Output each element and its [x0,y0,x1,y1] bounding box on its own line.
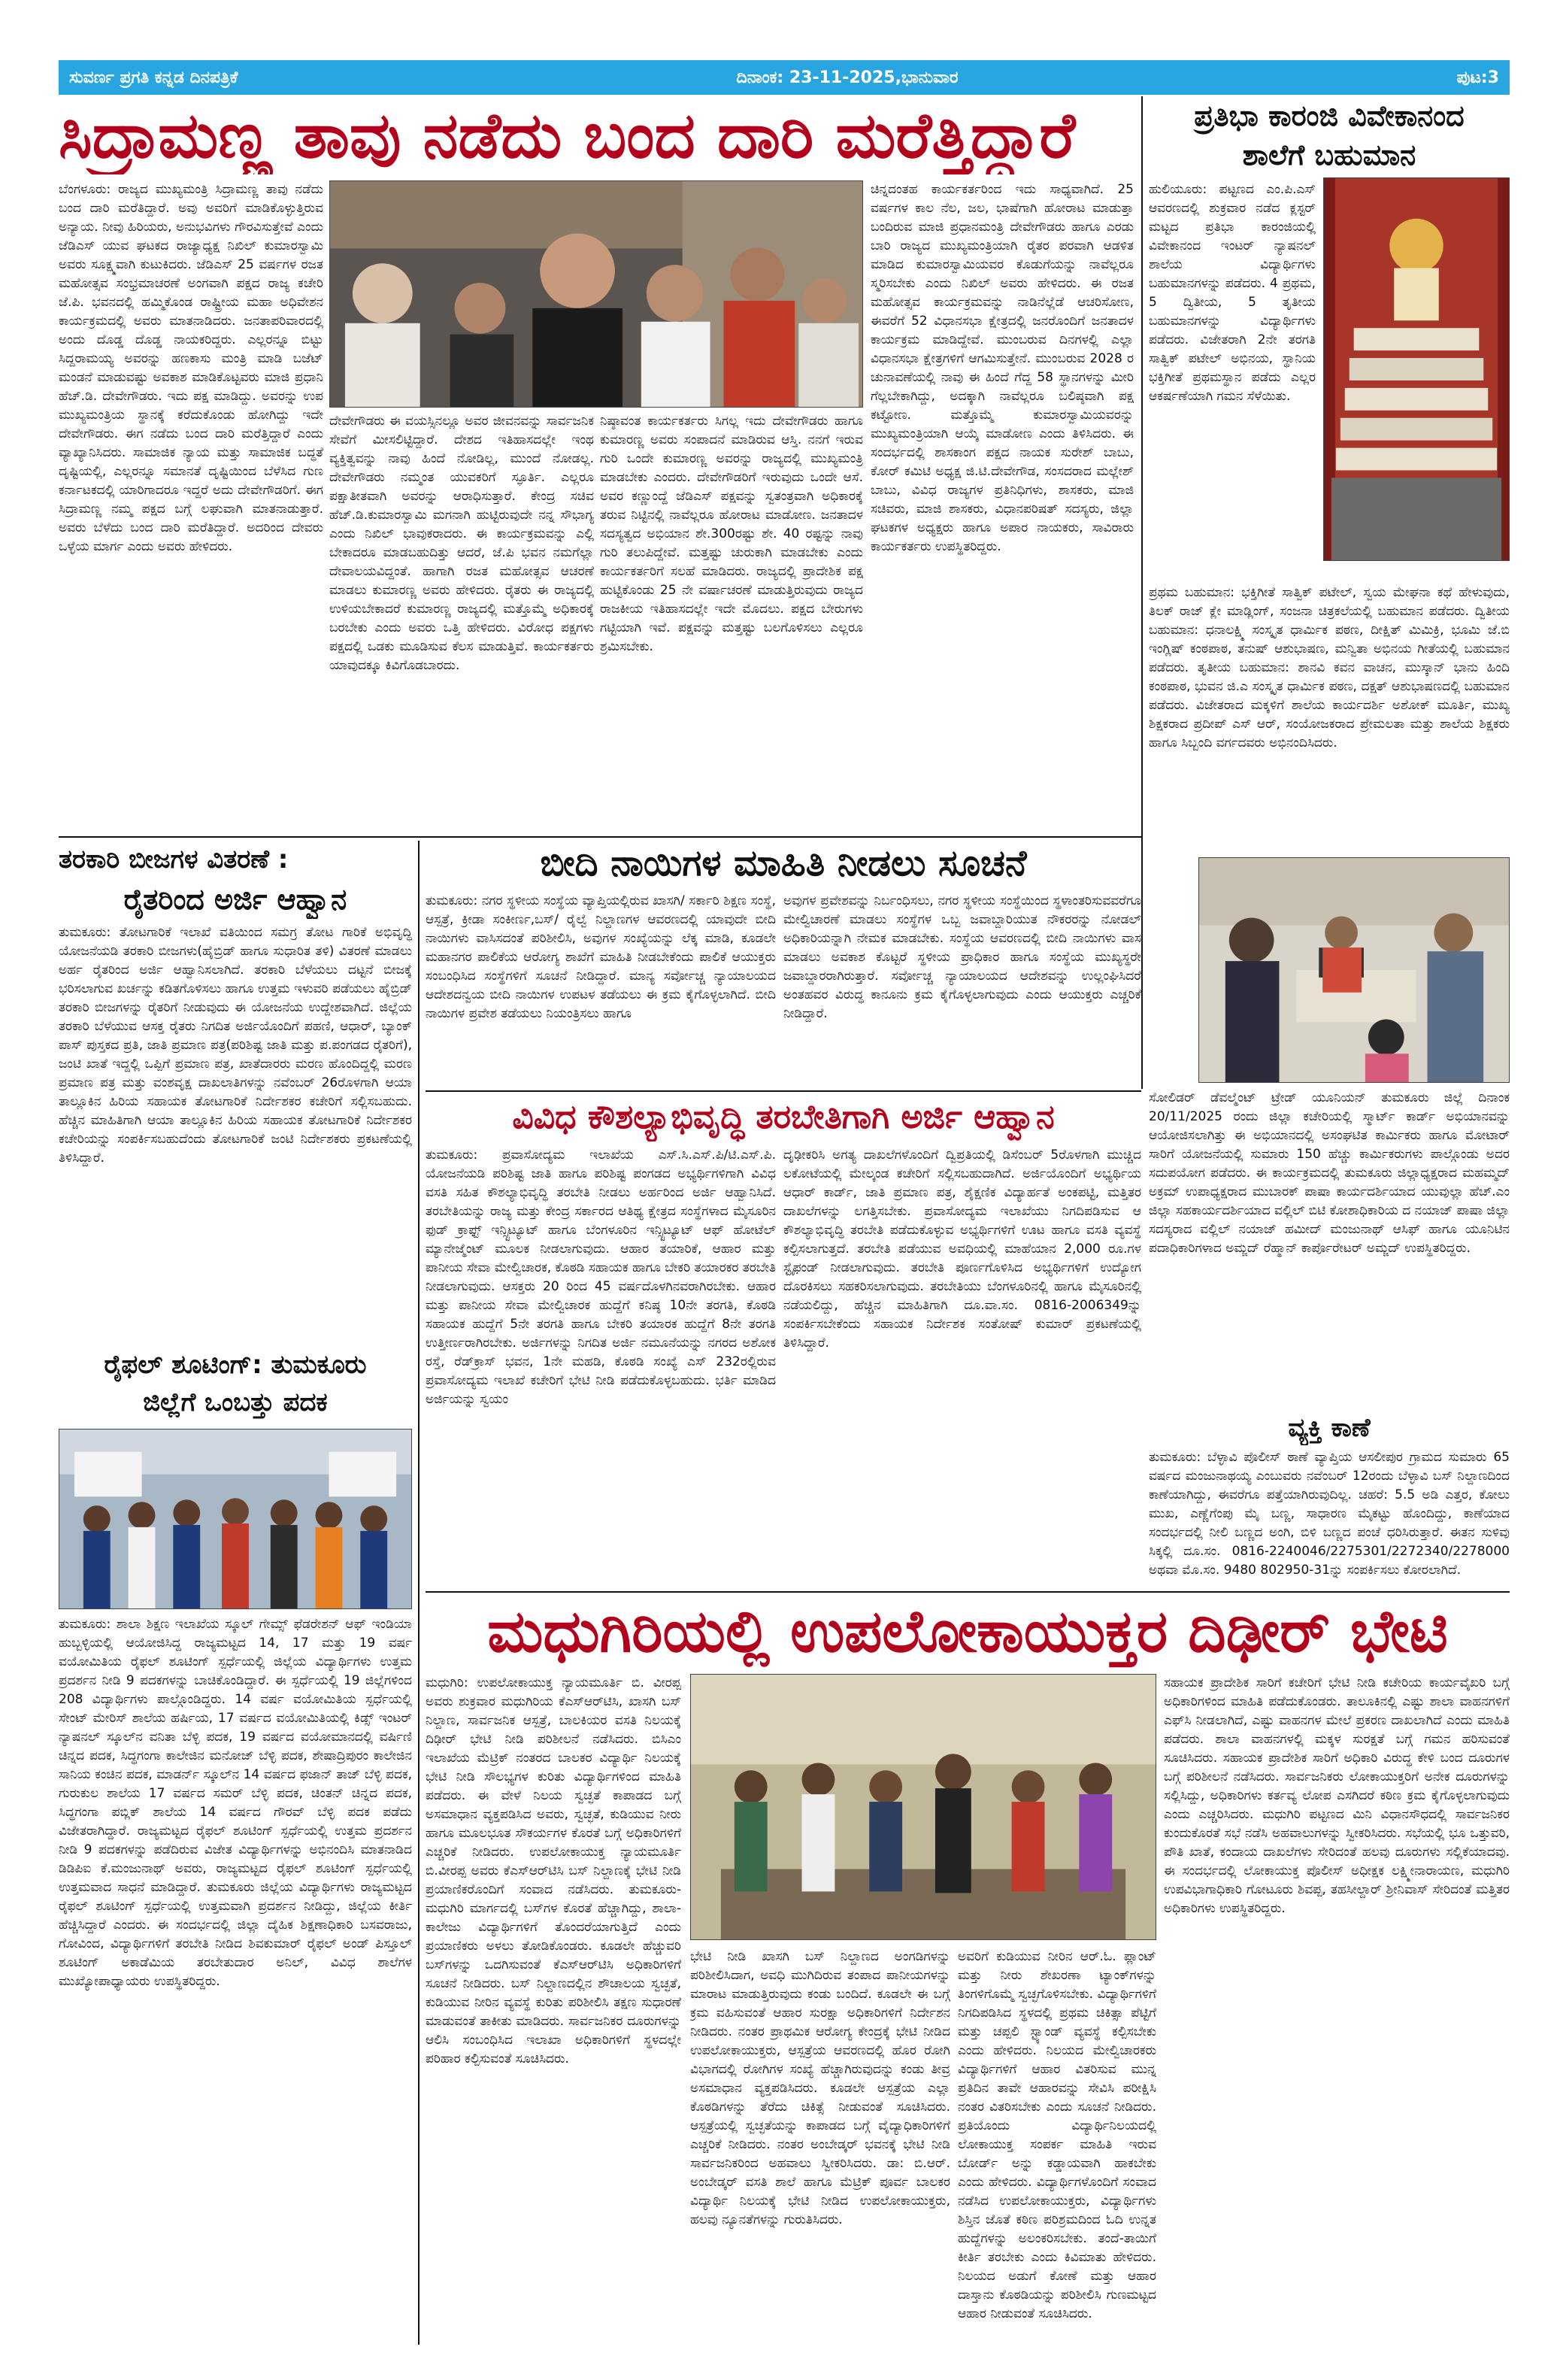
story9-col4: ಸಹಾಯಕ ಪ್ರಾದೇಶಿಕ ಸಾರಿಗೆ ಕಚೇರಿಗೆ ಭೇಟಿ ನೀಡಿ ಕಚೇರಿಯ ಕಾರ್ಯವೈಖರಿ ಬಗ್ಗೆ ಅಧಿಕಾರಿಗಳಿಂದ ಮಾಹಿತಿ ಪಡೆದುಕೊಂಡರು. ತಾಲೂಕಿನಲ್ಲಿ ಎಷ್ಟು ಶಾಲಾ ವಾಹನಗಳಿಗೆ ಎಫ್‌ಸಿ ನೀಡಲಾಗಿದೆ, ಎಷ್ಟು ವಾಹನಗಳ ಮೇಲೆ ಪ್ರಕರಣ ದಾಖಲಾಗಿದೆ ಎಂದು ಮಾಹಿತಿ ಪಡೆದರು. ಶಾಲಾ ವಾಹನಗಳಲ್ಲಿ ಮಕ್ಕಳ ಸುರಕ್ಷತೆ ಬಗ್ಗೆ ಗಮನ ಹರಿಸುವಂತೆ ಸೂಚಿಸಿದರು. ಸಹಾಯಕ ಪ್ರಾದೇಶಿಕ ಸಾರಿಗೆ ಅಧಿಕಾರಿ ವಿರುದ್ಧ ಕೇಳಿ ಬಂದ ದೂರುಗಳ ಬಗ್ಗೆ ಪರಿಶೀಲನೆ ನಡೆಸಿದರು. ಸಾರ್ವಜನಿಕರು ಲೋಕಾಯುಕ್ತರಿಗೆ ಅನೇಕ ದೂರುಗಳನ್ನು ಸಲ್ಲಿಸಿದ್ದು, ಅಧಿಕಾರಿಗಳು ಕರ್ತವ್ಯ ಲೋಪ ಎಸಗಿದರೆ ಕಠಿಣ ಕ್ರಮ ಕೈಗೊಳ್ಳಲಾಗುವುದು ಎಂದು ಎಚ್ಚರಿಸಿದರು. ಮಧುಗಿರಿ ಪಟ್ಟಣದ ಮಿನಿ ವಿಧಾನಸೌಧದಲ್ಲಿ ಸಾರ್ವಜನಿಕರ ಕುಂದುಕೊರತೆ ಸಭೆ ನಡೆಸಿ ಅಹವಾಲುಗಳನ್ನು ಸ್ವೀಕರಿಸಿದರು. ಸಭೆಯಲ್ಲಿ ಭೂ ಒತ್ತುವರಿ, ಪೌತಿ ಖಾತೆ, ಕಂದಾಯ ದಾಖಲೆಗಳು ಸೇರಿದಂತೆ ಹಲವು ದೂರುಗಳು ಸಲ್ಲಿಕೆಯಾದವು. ಈ ಸಂದರ್ಭದಲ್ಲಿ ಲೋಕಾಯುಕ್ತ ಪೊಲೀಸ್ ಅಧೀಕ್ಷಕ ಲಕ್ಷ್ಮೀನಾರಾಯಣ, ಮಧುಗಿರಿ ಉಪವಿಭಾಗಾಧಿಕಾರಿ ಗೋಟೂರು ಶಿವಪ್ಪ, ತಹಸೀಲ್ದಾರ್ ಶ್ರೀನಿವಾಸ್ ಸೇರಿದಂತೆ ಮತ್ತಿತರ ಅಧಿಕಾರಿಗಳು ಉಪಸ್ಥಿತರಿದ್ದರು. [1164,1675,1510,1916]
story7-headline: ವಿವಿಧ ಕೌಶಲ್ಯಾಭಿವೃದ್ಧಿ ತರಬೇತಿಗಾಗಿ ಅರ್ಜಿ ಆಹ್ವಾನ [512,1098,1055,1136]
story6-col2: ಅವುಗಳ ಪ್ರವೇಶವನ್ನು ನಿರ್ಬಂಧಿಸಲು, ನಗರ ಸ್ಥಳೀಯ ಸಂಸ್ಥೆಯಿಂದ ಸ್ಥಳಾಂತರಿಸುವವರೆಗೂ ಮೇಲ್ವಿಚಾರಣೆ ಮಾಡಲು ಸಂಸ್ಥೆಗಳ ಒಬ್ಬ ಜವಾಬ್ದಾರಿಯುತ ನೌಕರರನ್ನು ನೋಡಲ್ ಅಧಿಕಾರಿಯನ್ನಾಗಿ ನೇಮಕ ಮಾಡಬೇಕು. ಸಂಸ್ಥೆಯ ಆವರಣದಲ್ಲಿ ಬೀದಿ ನಾಯಿಗಳು ವಾಸ ಮಾಡಲು ಅವಕಾಶ ಕೊಟ್ಟರೆ ಸ್ಥಳೀಯ ಪ್ರಾಧಿಕಾರ ಹಾಗೂ ಸಂಸ್ಥೆಯ ಮುಖ್ಯಸ್ಥರೇ ಜವಾಬ್ದಾರರಾಗಿರುತ್ತಾರೆ. ಸರ್ವೋಚ್ಚ ನ್ಯಾಯಾಲಯದ ಆದೇಶವನ್ನು ಉಲ್ಲಂಘಿಸಿದರೆ ಅಂತಹವರ ವಿರುದ್ಧ ಕಾನೂನು ಕ್ರಮ ಕೈಗೊಳ್ಳಲಾಗುವುದು ಎಂದು ಆಯುಕ್ತರು ಎಚ್ಚರಿಕೆ ನೀಡಿದ್ದಾರೆ. [783,893,1141,1021]
story9-photo [690,1674,1156,1940]
story2-headline-line2: ಶಾಲೆಗೆ ಬಹುಮಾನ [1242,138,1416,171]
story1-col1: ಬೆಂಗಳೂರು: ರಾಜ್ಯದ ಮುಖ್ಯಮಂತ್ರಿ ಸಿದ್ರಾಮಣ್ಣ ತಾವು ನಡೆದು ಬಂದ ದಾರಿ ಮರೆತಿದ್ದಾರೆ. ಅವು ಅವರಿಗೆ ಮಾಡಿಕೊಳ್ಳುತ್ತಿರುವ ಅನ್ಯಾಯ. ನೀವು ಹಿರಿಯರು, ಅನುಭವಿಗಳು ಗೌರವಿಸುತ್ತೇವೆ ಎಂದು ಜೆಡಿಎಸ್ ಯುವ ಘಟಕದ ರಾಜ್ಯಾಧ್ಯಕ್ಷ ನಿಖಿಲ್ ಕುಮಾರಸ್ವಾಮಿ ಅವರು ಸೂಕ್ಷ್ಮವಾಗಿ ಕುಟುಕಿದರು. ಜೆಡಿಎಸ್ 25 ವರ್ಷಗಳ ರಜತ ಮಹೋತ್ಸವ ಸಂಭ್ರಮಾಚರಣೆ ಅಂಗವಾಗಿ ಪಕ್ಷದ ರಾಜ್ಯ ಕಚೇರಿ ಜೆ.ಪಿ. ಭವನದಲ್ಲಿ ಹಮ್ಮಿಕೊಂಡ ರಾಷ್ಟ್ರೀಯ ಮಹಾ ಅಧಿವೇಶನ ಕಾರ್ಯಕ್ರಮದಲ್ಲಿ ಅವರು ಮಾತನಾಡಿದರು. ಜನತಾಪರಿವಾರದಲ್ಲಿ ಅಂದು ದೊಡ್ಡ ದೊಡ್ಡ ನಾಯಕರಿದ್ದರು. ಎಲ್ಲರನ್ನೂ ಬಿಟ್ಟು ಸಿದ್ದರಾಮಯ್ಯ ಅವರನ್ನು ಹಣಕಾಸು ಮಂತ್ರಿ ಮಾಡಿ ಬಜೆಟ್ ಮಂಡನೆ ಮಾಡುವಷ್ಟು ಅವಕಾಶ ಮಾಡಿಕೊಟ್ಟವರು ಮಾಜಿ ಪ್ರಧಾನಿ ಹೆಚ್.ಡಿ. ದೇವೇಗೌಡರು. ಇದು ಪಕ್ಷ ಮಾಡಿದ್ದು. ಅವರನ್ನು ಉಪ ಮುಖ್ಯಮಂತ್ರಿಯ ಸ್ಥಾನಕ್ಕೆ ಕರೆದುಕೊಂಡು ಹೋಗಿದ್ದು ಇದೇ ದೇವೇಗೌಡರು. ಈಗ ನಡೆದು ಬಂದ ದಾರಿ ಮರೆತ್ತಿದ್ದಾರೆ ಎಂದು ವ್ಯಾಖ್ಯಾನಿಸಿದರು. ಸಾಮಾಜಿಕ ನ್ಯಾಯ ಮತ್ತು ಸಾಮಾಜಿಕ ಬದ್ಧತೆ ದೃಷ್ಟಿಯಲ್ಲಿ, ಎಲ್ಲರನ್ನೂ ಸಮಾನತೆ ದೃಷ್ಟಿಯಿಂದ ಬೆಳೆಸಿದ ಗುಣ ಕರ್ನಾಟಕದಲ್ಲಿ ಯಾರಿಗಾದರೂ ಇದ್ದರೆ ಅದು ದೇವೇಗೌಡರಿಗೆ. ಈಗ ಸಿದ್ರಾಮಣ್ಣ ನಮ್ಮ ಪಕ್ಷದ ಬಗ್ಗೆ ಲಘುವಾಗಿ ಮಾತನಾಡುತ್ತಾರೆ. ಅವರು ಬೆಳೆದು ಬಂದ ದಾರಿ ಮರೆತಿದ್ದಾರೆ. ಅದರಿಂದ ದೇವರು ಒಳ್ಳೆಯ ಮಾರ್ಗ ಎಂದು ಅವರು ಹೇಳಿದರು. [59,182,323,554]
masthead-bar [59,60,1510,95]
story6-col1: ತುಮಕೂರು: ನಗರ ಸ್ಥಳೀಯ ಸಂಸ್ಥೆಯ ವ್ಯಾಪ್ತಿಯಲ್ಲಿರುವ ಖಾಸಗಿ/ ಸರ್ಕಾರಿ ಶಿಕ್ಷಣ ಸಂಸ್ಥೆ, ಆಸ್ಪತ್ರೆ, ಕ್ರೀಡಾ ಸಂಕೀರ್ಣ,ಬಸ್/ ರೈಲ್ವೆ ನಿಲ್ದಾಣಗಳ ಆವರಣದಲ್ಲಿ ಯಾವುದೇ ಬೀದಿ ನಾಯಿಗಳು ವಾಸಿಸದಂತೆ ಪರಿಶೀಲಿಸಿ, ಅವುಗಳ ಸಂಖ್ಯೆಯನ್ನು ಲೆಕ್ಕ ಮಾಡಿ, ಕೂಡಲೇ ಮಹಾನಗರ ಪಾಲಿಕೆಯ ಆರೋಗ್ಯ ಶಾಖೆಗೆ ಮಾಹಿತಿ ನೀಡಬೇಕೆಂದು ಪಾಲಿಕೆ ಆಯುಕ್ತರು ಸಂಬಂಧಿಸಿದ ಸಂಸ್ಥೆಗಳಿಗೆ ಸೂಚನೆ ನೀಡಿದ್ದಾರೆ. ಮಾನ್ಯ ಸರ್ವೋಚ್ಚ ನ್ಯಾಯಾಲಯದ ಆದೇಶದನ್ವಯ ಬೀದಿ ನಾಯಿಗಳ ಉಪಟಳ ತಡೆಯಲು ಈ ಕ್ರಮ ಕೈಗೊಳ್ಳಲಾಗಿದೆ. ಬೀದಿ ನಾಯಿಗಳ ಪ್ರವೇಶ ತಡೆಯಲು ನಿಯಂತ್ರಿಸಲು ಹಾಗೂ [426,893,776,1021]
story9-col2: ಭೇಟಿ ನೀಡಿ ಖಾಸಗಿ ಬಸ್ ನಿಲ್ದಾಣದ ಅಂಗಡಿಗಳನ್ನು ಪರಿಶೀಲಿಸಿದಾಗ, ಅವಧಿ ಮುಗಿದಿರುವ ತಂಪಾದ ಪಾನೀಯಗಳನ್ನು ಮಾರಾಟ ಮಾಡುತ್ತಿರುವುದು ಕಂಡು ಬಂದಿದೆ. ಕೂಡಲೇ ಈ ಬಗ್ಗೆ ಕ್ರಮ ವಹಿಸುವಂತೆ ಆಹಾರ ಸುರಕ್ಷಾ ಅಧಿಕಾರಿಗಳಿಗೆ ನಿರ್ದೇಶನ ನೀಡಿದರು. ನಂತರ ಪ್ರಾಥಮಿಕ ಆರೋಗ್ಯ ಕೇಂದ್ರಕ್ಕೆ ಭೇಟಿ ನೀಡಿದ ಉಪಲೋಕಾಯುಕ್ತರು, ಆಸ್ಪತ್ರೆಯ ಆವರಣದಲ್ಲಿ ಹೊರ ರೋಗಿ ವಿಭಾಗದಲ್ಲಿ ರೋಗಿಗಳ ಸಂಖ್ಯೆ ಹೆಚ್ಚಾಗಿರುವುದನ್ನು ಕಂಡು ತೀವ್ರ ಅಸಮಾಧಾನ ವ್ಯಕ್ತಪಡಿಸಿದರು. ಕೂಡಲೇ ಆಸ್ಪತ್ರೆಯ ಎಲ್ಲಾ ಕೊಠಡಿಗಳನ್ನು ತೆರೆದು ಚಿಕಿತ್ಸೆ ನೀಡುವಂತೆ ಸೂಚಿಸಿದರು. ಆಸ್ಪತ್ರೆಯಲ್ಲಿ ಸ್ವಚ್ಛತೆಯನ್ನು ಕಾಪಾಡದ ಬಗ್ಗೆ ವೈದ್ಯಾಧಿಕಾರಿಗಳಿಗೆ ಎಚ್ಚರಿಕೆ ನೀಡಿದರು. ನಂತರ ಅಂಬೇಡ್ಕರ್ ಭವನಕ್ಕೆ ಭೇಟಿ ನೀಡಿ ಸಾರ್ವಜನಿಕರಿಂದ ಅಹವಾಲು ಸ್ವೀಕರಿಸಿದರು. ಡಾ: ಬಿ.ಆರ್. ಅಂಬೇಡ್ಕರ್ ವಸತಿ ಶಾಲೆ ಹಾಗೂ ಮೆಟ್ರಿಕ್ ಪೂರ್ವ ಬಾಲಕರ ವಿದ್ಯಾರ್ಥಿ ನಿಲಯಕ್ಕೆ ಭೇಟಿ ನೀಡಿದ ಉಪಲೋಕಾಯುಕ್ತರು, ಹಲವು ನ್ಯೂನತೆಗಳನ್ನು ಗುರುತಿಸಿದರು. [690,1949,950,2227]
story7-col1: ತುಮಕೂರು: ಪ್ರವಾಸೋದ್ಯಮ ಇಲಾಖೆಯ ಎಸ್.ಸಿ.ಎಸ್.ಪಿ/ಟಿ.ಎಸ್.ಪಿ. ಯೋಜನೆಯಡಿ ಪರಿಶಿಷ್ಟ ಜಾತಿ ಹಾಗೂ ಪರಿಶಿಷ್ಟ ಪಂಗಡದ ಅಭ್ಯರ್ಥಿಗಳಿಗಾಗಿ ವಿವಿಧ ವಸತಿ ಸಹಿತ ಕೌಶಲ್ಯಾಭಿವೃದ್ಧಿ ತರಬೇತಿ ನೀಡಲು ಅರ್ಹರಿಂದ ಅರ್ಜಿ ಆಹ್ವಾನಿಸಿದೆ. ತರಬೇತಿಯನ್ನು ರಾಜ್ಯ ಮತ್ತು ಕೇಂದ್ರ ಸರ್ಕಾರದ ಆತಿಥ್ಯ ಕ್ಷೇತ್ರದ ಸಂಸ್ಥೆಗಳಾದ ಮೈಸೂರಿನ ಫುಡ್ ಕ್ರಾಫ್ಟ್ ಇನ್ಸ್ಟಿಟ್ಯೂಟ್ ಹಾಗೂ ಬೆಂಗಳೂರಿನ ಇನ್ಸ್ಟಿಟ್ಯೂಟ್ ಆಫ್ ಹೋಟೆಲ್ ಮ್ಯಾನೇಜ್ಮೆಂಟ್ ಮೂಲಕ ನೀಡಲಾಗುವುದು. ಆಹಾರ ತಯಾರಿಕೆ, ಆಹಾರ ಮತ್ತು ಪಾನೀಯ ಸೇವಾ ಮೇಲ್ವಿಚಾರಕ, ಕೊಠಡಿ ಸಹಾಯಕ ಹಾಗೂ ಬೇಕರಿ ತಯಾರಕರ ತರಬೇತಿ ನೀಡಲಾಗುವುದು. ಆಸಕ್ತರು 20 ರಿಂದ 45 ವರ್ಷದೊಳಗಿನವರಾಗಿರಬೇಕು. ಆಹಾರ ಮತ್ತು ಪಾನೀಯ ಸೇವಾ ಮೇಲ್ವಿಚಾರಕ ಹುದ್ದೆಗೆ ಕನಿಷ್ಠ 10ನೇ ತರಗತಿ, ಕೊಠಡಿ ಸಹಾಯಕ ಹುದ್ದೆಗೆ 5ನೇ ತರಗತಿ ಹಾಗೂ ಬೇಕರಿ ತಯಾರಕ ಹುದ್ದೆಗೆ 8ನೇ ತರಗತಿ ಉತ್ತೀರ್ಣರಾಗಿರಬೇಕು. ಅರ್ಜಿಗಳನ್ನು ನಿಗದಿತ ಅರ್ಜಿ ನಮೂನೆಯನ್ನು ನಗರದ ಅಶೋಕ ರಸ್ತೆ, ರೆಡ್‌ಕ್ರಾಸ್ ಭವನ, 1ನೇ ಮಹಡಿ, ಕೊಠಡಿ ಸಂಖ್ಯೆ ಎಸ್ 232ರಲ್ಲಿರುವ ಪ್ರವಾಸೋದ್ಯಮ ಇಲಾಖೆ ಕಚೇರಿಗೆ ಭೇಟಿ ನೀಡಿ ಪಡೆದುಕೊಳ್ಳಬಹುದು. ಭರ್ತಿ ಮಾಡಿದ ಅರ್ಜಿಯನ್ನು ಸ್ವಯಂ [426,1148,776,1407]
story2-body-top: ಹುಲಿಯೂರು: ಪಟ್ಟಣದ ಎಂ.ಪಿ.ಎಸ್ ಆವರಣದಲ್ಲಿ ಶುಕ್ರವಾರ ನಡೆದ ಕ್ಲಸ್ಟರ್ ಮಟ್ಟದ ಪ್ರತಿಭಾ ಕಾರಂಜಿಯಲ್ಲಿ ವಿವೇಕಾನಂದ ಇಂಟರ್ ನ್ಯಾಷನಲ್ ಶಾಲೆಯ ವಿದ್ಯಾರ್ಥಿಗಳು ಬಹುಮಾನಗಳನ್ನು ಪಡೆದರು. 4 ಪ್ರಥಮ, 5 ದ್ವಿತೀಯ, 5 ತೃತೀಯ ಬಹುಮಾನಗಳನ್ನು ವಿದ್ಯಾರ್ಥಿಗಳು ಪಡೆದರು. ವಿಜೇತರಾಗಿ 2ನೇ ತರಗತಿ ಸಾತ್ವಿಕ್ ಪಟೇಲ್ ಅಭಿನಯ, ಸ್ಥಾನಿಯ ಭಕ್ತಿಗೀತೆ ಪ್ರಥಮಸ್ಥಾನ ಪಡೆದು ಎಲ್ಲರ ಆಕರ್ಷಣೆಯಾಗಿ ಗಮನ ಸೆಳೆಯಿತು. [1149,182,1316,404]
issue-date: ದಿನಾಂಕ: 23-11-2025,ಭಾನುವಾರ [736,68,959,87]
story5-body: ತುಮಕೂರು: ಶಾಲಾ ಶಿಕ್ಷಣ ಇಲಾಖೆಯ ಸ್ಕೂಲ್ ಗೇಮ್ಸ್ ಫೆಡರೇಶನ್ ಆಫ್ ಇಂಡಿಯಾ ಹುಬ್ಬಳ್ಳಿಯಲ್ಲಿ ಆಯೋಜಿಸಿದ್ದ ರಾಜ್ಯಮಟ್ಟದ 14, 17 ಮತ್ತು 19 ವರ್ಷ ವಯೋಮಿತಿಯ ರೈಫಲ್ ಶೂಟಿಂಗ್ ಸ್ಪರ್ಧೆಯಲ್ಲಿ ಜಿಲ್ಲೆಯ ವಿದ್ಯಾರ್ಥಿಗಳು ಉತ್ತಮ ಪ್ರದರ್ಶನ ನೀಡಿ 9 ಪದಕಗಳನ್ನು ಬಾಚಿಕೊಂಡಿದ್ದಾರೆ. ಈ ಸ್ಪರ್ಧೆಯಲ್ಲಿ 19 ಜಿಲ್ಲೆಗಳಿಂದ 208 ವಿದ್ಯಾರ್ಥಿಗಳು ಪಾಲ್ಗೊಂಡಿದ್ದರು. 14 ವರ್ಷ ವಯೋಮಿತಿಯ ಸ್ಪರ್ಧೆಯಲ್ಲಿ ಸೇಂಟ್ ಮೇರಿಸ್ ಶಾಲೆಯ ಹರ್ಷಿಯ, 17 ವರ್ಷದ ವಯೋಮಿತಿಯಲ್ಲಿ ಕಿಡ್ಸ್ ಇಂಟರ್ ನ್ಯಾಷನಲ್ ಸ್ಕೂಲ್‌ನ ವನಿತಾ ಬೆಳ್ಳಿ ಪದಕ, 19 ವರ್ಷದ ವಯೋಮಾನದಲ್ಲಿ ವರ್ಷಿಣಿ ಚಿನ್ನದ ಪದಕ, ಸಿದ್ಧಗಂಗಾ ಕಾಲೇಜಿನ ಮನೋಜ್ ಬೆಳ್ಳಿ ಪದಕ, ಶೇಷಾದ್ರಿಪುರಂ ಕಾಲೇಜಿನ ಸಾನಿಯ ಕಂಚಿನ ಪದಕ, ಮಾಡರ್ನ್ ಸ್ಕೂಲ್‌ನ 14 ವರ್ಷದ ಫಜಾನ್ ತಾಜ್ ಬೆಳ್ಳಿ ಪದಕ, ಗುರುಕುಲ ಶಾಲೆಯ 17 ವರ್ಷದ ಸಮರ್ ಬೆಳ್ಳಿ ಪದಕ, ಚಿಂತನ್ ಚಿನ್ನದ ಪದಕ, ಸಿದ್ಧಗಂಗಾ ಪಬ್ಲಿಕ್ ಶಾಲೆಯ 14 ವರ್ಷದ ಗೌರವ್ ಬೆಳ್ಳಿ ಪದಕ ಪಡೆದು ವಿಜೇತರಾಗಿದ್ದಾರೆ. ರಾಜ್ಯಮಟ್ಟದ ರೈಫಲ್ ಶೂಟಿಂಗ್ ಸ್ಪರ್ಧೆಯಲ್ಲಿ ಉತ್ತಮ ಪ್ರದರ್ಶನ ನೀಡಿ 9 ಪದಕಗಳನ್ನು ಪಡೆದಿರುವ ವಿಜೇತ ವಿದ್ಯಾರ್ಥಿಗಳನ್ನು ಅಭಿನಂದಿಸಿ ಮಾತನಾಡಿದ ಡಿಡಿಪಿಐ ಕೆ.ಮಂಜುನಾಥ್ ಅವರು, ರಾಜ್ಯಮಟ್ಟದ ರೈಫಲ್ ಶೂಟಿಂಗ್ ಸ್ಪರ್ಧೆಯಲ್ಲಿ ಉತ್ತಮವಾದ ಸಾಧನೆ ಮಾಡಿದ್ದಾರೆ. ತುಮಕೂರು ಜಿಲ್ಲೆಯ ವಿದ್ಯಾರ್ಥಿಗಳು ರಾಜ್ಯಮಟ್ಟದ ರೈಫಲ್ ಶೂಟಿಂಗ್ ಸ್ಪರ್ಧೆಯಲ್ಲಿ ಉತ್ತಮವಾಗಿ ಪ್ರದರ್ಶನ ನೀಡಿದ್ದು, ಜಿಲ್ಲೆಯ ಕೀರ್ತಿ ಹೆಚ್ಚಿಸಿದ್ದಾರೆ ಎಂದರು. ಈ ಸಂದರ್ಭದಲ್ಲಿ ಜಿಲ್ಲಾ ದೈಹಿಕ ಶಿಕ್ಷಣಾಧಿಕಾರಿ ಬಸವರಾಜು, ಗೋವಿಂದ, ವಿದ್ಯಾರ್ಥಿಗಳಿಗೆ ತರಬೇತಿ ನೀಡಿದ ಶಿವಕುಮಾರ್ ರೈಫಲ್ ಅಂಡ್ ಪಿಸ್ತೂಲ್ ಶೂಟಿಂಗ್ ಅಕಾಡೆಮಿಯ ತರಬೇತುದಾರ ಅನಿಲ್, ವಿವಿಧ ಶಾಲೆಗಳ ಮುಖ್ಯೋಪಾಧ್ಯಾಯರು ಉಪಸ್ಥಿತರಿದ್ದರು. [59,1617,412,1989]
section-divider-mid [426,1090,1141,1092]
story2-body-bottom: ಪ್ರಥಮ ಬಹುಮಾನ: ಭಕ್ತಿಗೀತೆ ಸಾತ್ವಿಕ್ ಪಟೇಲ್, ಸ್ವಯ ಮೇಘನಾ ಕಥೆ ಹೇಳುವುದು, ತಿಲಕ್ ರಾಜ್ ಕ್ಲೇ ಮಾಡ್ಲಿಂಗ್, ಸಂಜನಾ ಚಿತ್ರಕಲೆಯಲ್ಲಿ ಬಹುಮಾನ ಪಡೆದರು. ದ್ವಿತೀಯ ಬಹುಮಾನ: ಧನಾಲಕ್ಷ್ಮಿ ಸಂಸ್ಕೃತ ಧಾರ್ಮಿಕ ಪಠಣ, ದೀಕ್ಷಿತ್ ಮಿಮಿಕ್ರಿ, ಭೂಮಿ ಜೆ.ಬಿ ಇಂಗ್ಲಿಷ್ ಕಂಠಪಾಠ, ತನುಷ್ ಆಶುಭಾಷಣ, ಮನ್ವಿತಾ ಅಭಿನಯ ಗೀತೆಯಲ್ಲಿ ಬಹುಮಾನ ಪಡೆದರು. ತೃತೀಯ ಬಹುಮಾನ: ಶಾನವಿ ಕವನ ವಾಚನ, ಮುಸ್ಕಾನ್ ಭಾನು ಹಿಂದಿ ಕಂಠಪಾಠ, ಭುವನ ಜಿ.ಎ ಸಂಸ್ಕೃತ ಧಾರ್ಮಿಕ ಪಠಣ, ದಕ್ಷತ್ ಆಶುಭಾಷಣದಲ್ಲಿ ಬಹುಮಾನ ಪಡೆದರು. ವಿಜೇತರಾದ ಮಕ್ಕಳಿಗೆ ಶಾಲೆಯ ಕಾರ್ಯದರ್ಶಿ ಅಶೋಕ್ ಮೂರ್ತಿ, ಮುಖ್ಯ ಶಿಕ್ಷಕರಾದ ಪ್ರದೀಪ್ ಎಸ್ ಆರ್, ಸಂಯೋಜಕರಾದ ಪ್ರೇಮಲತಾ ಮತ್ತು ಶಾಲೆಯ ಶಿಕ್ಷಕರು ಹಾಗೂ ಸಿಬ್ಬಂದಿ ವರ್ಗದವರು ಅಭಿನಂದಿಸಿದರು. [1149,585,1510,750]
story5-headline-line1: ರೈಫಲ್ ಶೂಟಿಂಗ್: ತುಮಕೂರು [104,1350,367,1380]
newspaper-name: ಸುವರ್ಣ ಪ್ರಗತಿ ಕನ್ನಡ ದಿನಪತ್ರಿಕೆ [69,68,238,87]
story4-headline-line2: ರೈತರಿಂದ ಅರ್ಜಿ ಆಹ್ವಾನ [123,883,347,916]
page-number: ಪುಟ:3 [1456,68,1499,87]
section-divider-lower [426,1591,1510,1593]
story7-col2: ದೃಢೀಕರಿಸಿ ಅಗತ್ಯ ದಾಖಲೆಗಳೊಂದಿಗೆ ದ್ವಿಪ್ರತಿಯಲ್ಲಿ ಡಿಸೆಂಬರ್ 5ರೊಳಗಾಗಿ ಮುಚ್ಚಿದ ಲಕೋಟೆಯಲ್ಲಿ ಮೇಲ್ಕಂಡ ಕಚೇರಿಗೆ ಸಲ್ಲಿಸಬಹುದಾಗಿದೆ. ಅರ್ಜಿಯೊಂದಿಗೆ ಅಭ್ಯರ್ಥಿಯ ಆಧಾರ್ ಕಾರ್ಡ್, ಜಾತಿ ಪ್ರಮಾಣ ಪತ್ರ, ಶೈಕ್ಷಣಿಕ ವಿದ್ಯಾರ್ಹತೆ ಅಂಕಪಟ್ಟಿ, ಮತ್ತಿತರ ದಾಖಲೆಗಳನ್ನು ಲಗತ್ತಿಸಬೇಕು. ಪ್ರವಾಸೋದ್ಯಮ ಇಲಾಖೆಯು ನಿಗದಿಪಡಿಸುವ ಆ ಕೌಶಲ್ಯಾಭಿವೃದ್ಧಿ ತರಬೇತಿ ಪಡೆದುಕೊಳ್ಳುವ ಅಭ್ಯರ್ಥಿಗಳಿಗೆ ಊಟ ಹಾಗೂ ವಸತಿ ವ್ಯವಸ್ಥೆ ಕಲ್ಪಿಸಲಾಗುತ್ತದೆ. ತರಬೇತಿ ಪಡೆಯುವ ಅವಧಿಯಲ್ಲಿ ಮಾಹೆಯಾನ 2,000 ರೂ.ಗಳ ಸ್ಟೈಫಂಡ್ ನೀಡಲಾಗುವುದು. ತರಬೇತಿ ಪೂರ್ಣಗೊಳಿಸಿದ ಅಭ್ಯರ್ಥಿಗಳಿಗೆ ಉದ್ಯೋಗ ದೊರಕಿಸಲು ಸಹಕರಿಸಲಾಗುವುದು. ತರಬೇತಿಯು ಬೆಂಗಳೂರಿನಲ್ಲಿ ಹಾಗೂ ಮೈಸೂರಿನಲ್ಲಿ ನಡೆಯಲಿದ್ದು, ಹೆಚ್ಚಿನ ಮಾಹಿತಿಗಾಗಿ ದೂ.ವಾ.ಸಂ. 0816-2006349ನ್ನು ಸಂಪರ್ಕಿಸಬೇಕೆಂದು ಸಹಾಯಕ ನಿರ್ದೇಶಕ ಸಂತೋಷ್ ಕುಮಾರ್ ಪ್ರಕಟಣೆಯಲ್ಲಿ ತಿಳಿಸಿದ್ದಾರೆ. [783,1148,1141,1351]
story5-headline-line2: ಜಿಲ್ಲೆಗೆ ಒಂಬತ್ತು ಪದಕ [143,1387,328,1417]
story9-col3: ಅವರಿಗೆ ಕುಡಿಯುವ ನೀರಿನ ಆರ್.ಓ. ಪ್ಲಾಂಟ್ ಮತ್ತು ನೀರು ಶೇಖರಣಾ ಟ್ಯಾಂಕ್‌ಗಳನ್ನು ತಿಂಗಳಿಗೊಮ್ಮೆ ಸ್ವಚ್ಛಗೊಳಿಸಬೇಕು. ವಿದ್ಯಾರ್ಥಿಗಳಿಗೆ ನಿಗದಿಪಡಿಸಿದ ಸ್ಥಳದಲ್ಲಿ ಪ್ರಥಮ ಚಿಕಿತ್ಸಾ ಪೆಟ್ಟಿಗೆ ಮತ್ತು ಚಪ್ಪಲಿ ಸ್ಟ್ಯಾಂಡ್ ವ್ಯವಸ್ಥೆ ಕಲ್ಪಿಸಬೇಕು ಎಂದು ಹೇಳಿದರು. ನಿಲಯದ ಮೇಲ್ವಿಚಾರಕರು ವಿದ್ಯಾರ್ಥಿಗಳಿಗೆ ಆಹಾರ ವಿತರಿಸುವ ಮುನ್ನ ಪ್ರತಿದಿನ ತಾವೇ ಆಹಾರವನ್ನು ಸೇವಿಸಿ ಪರೀಕ್ಷಿಸಿ ನಂತರ ವಿತರಿಸಬೇಕು ಎಂದು ಸೂಚನೆ ನೀಡಿದರು. ಪ್ರತಿಯೊಂದು ವಿದ್ಯಾರ್ಥಿನಿಲಯದಲ್ಲಿ ಲೋಕಾಯುಕ್ತ ಸಂಪರ್ಕ ಮಾಹಿತಿ ಇರುವ ಬೋರ್ಡ್ ಅನ್ನು ಕಡ್ಡಾಯವಾಗಿ ಹಾಕಬೇಕು ಎಂದು ಹೇಳಿದರು. ವಿದ್ಯಾರ್ಥಿಗಳೊಂದಿಗೆ ಸಂವಾದ ನಡೆಸಿದ ಉಪಲೋಕಾಯುಕ್ತರು, ವಿದ್ಯಾರ್ಥಿಗಳು ಶಿಸ್ತಿನ ಜೊತೆ ಕಠಿಣ ಪರಿಶ್ರಮದಿಂದ ಓದಿ ಉನ್ನತ ಹುದ್ದೆಗಳನ್ನು ಅಲಂಕರಿಸಬೇಕು. ತಂದೆ-ತಾಯಿಗೆ ಕೀರ್ತಿ ತರಬೇಕು ಎಂದು ಕಿವಿಮಾತು ಹೇಳಿದರು. ನಿಲಯದ ಅಡುಗೆ ಕೋಣೆ ಮತ್ತು ಆಹಾರ ದಾಸ್ತಾನು ಕೊಠಡಿಯನ್ನು ಪರಿಶೀಲಿಸಿ ಗುಣಮಟ್ಟದ ಆಹಾರ ನೀಡುವಂತೆ ಸೂಚಿಸಿದರು. [958,1949,1156,2321]
story6-headline: ಬೀದಿ ನಾಯಿಗಳ ಮಾಹಿತಿ ನೀಡಲು ಸೂಚನೆ [540,842,1027,884]
story8-headline: ವ್ಯಕ್ತಿ ಕಾಣೆ [1288,1413,1371,1443]
story9-headline: ಮಧುಗಿರಿಯಲ್ಲಿ ಉಪಲೋಕಾಯುಕ್ತರ ದಿಢೀರ್ ಭೇಟಿ [487,1598,1448,1666]
story9-col1: ಮಧುಗಿರಿ: ಉಪಲೋಕಾಯುಕ್ತ ನ್ಯಾಯಮೂರ್ತಿ ಬಿ. ವೀರಪ್ಪ ಅವರು ಶುಕ್ರವಾರ ಮಧುಗಿರಿಯ ಕೆಎಸ್ಆರ್‌ಟಿಸಿ, ಖಾಸಗಿ ಬಸ್ ನಿಲ್ದಾಣ, ಸಾರ್ವಜನಿಕ ಆಸ್ಪತ್ರೆ, ಬಾಲಕಿಯರ ವಸತಿ ನಿಲಯಕ್ಕೆ ದಿಢೀರ್ ಭೇಟಿ ನೀಡಿ ಪರಿಶೀಲನೆ ನಡೆಸಿದರು. ಬಿಸಿಎಂ ಇಲಾಖೆಯ ಮೆಟ್ರಿಕ್ ನಂತರದ ಬಾಲಕರ ವಿದ್ಯಾರ್ಥಿ ನಿಲಯಕ್ಕೆ ಭೇಟಿ ನೀಡಿ ಸೌಲಭ್ಯಗಳ ಕುರಿತು ವಿದ್ಯಾರ್ಥಿಗಳಿಂದ ಮಾಹಿತಿ ಪಡೆದರು. ಈ ವೇಳೆ ನಿಲಯ ಸ್ವಚ್ಛತೆ ಕಾಪಾಡದ ಬಗ್ಗೆ ಅಸಮಾಧಾನ ವ್ಯಕ್ತಪಡಿಸಿದ ಅವರು, ಸ್ವಚ್ಛತೆ, ಕುಡಿಯುವ ನೀರು ಹಾಗೂ ಮೂಲಭೂತ ಸೌಕರ್ಯಗಳ ಕೊರತೆ ಬಗ್ಗೆ ಅಧಿಕಾರಿಗಳಿಗೆ ಎಚ್ಚರಿಕೆ ನೀಡಿದರು. ಉಪಲೋಕಾಯುಕ್ತ ನ್ಯಾಯಮೂರ್ತಿ ಬಿ.ವೀರಪ್ಪ ಅವರು ಕೆಎಸ್ಆರ್‌ಟಿಸಿ ಬಸ್ ನಿಲ್ದಾಣಕ್ಕೆ ಭೇಟಿ ನೀಡಿ ಪ್ರಯಾಣಿಕರೊಂದಿಗೆ ಸಂವಾದ ನಡೆಸಿದರು. ತುಮಕೂರು-ಮಧುಗಿರಿ ಮಾರ್ಗದಲ್ಲಿ ಬಸ್‌ಗಳ ಕೊರತೆ ಹೆಚ್ಚಾಗಿದ್ದು, ಶಾಲಾ-ಕಾಲೇಜು ವಿದ್ಯಾರ್ಥಿಗಳಿಗೆ ತೊಂದರೆಯಾಗುತ್ತಿದೆ ಎಂದು ಪ್ರಯಾಣಿಕರು ಅಳಲು ತೋಡಿಕೊಂಡರು. ಕೂಡಲೇ ಹೆಚ್ಚುವರಿ ಬಸ್‌ಗಳನ್ನು ಒದಗಿಸುವಂತೆ ಕೆಎಸ್ಆರ್‌ಟಿಸಿ ಅಧಿಕಾರಿಗಳಿಗೆ ಸೂಚನೆ ನೀಡಿದರು. ಬಸ್ ನಿಲ್ದಾಣದಲ್ಲಿನ ಶೌಚಾಲಯ ಸ್ವಚ್ಛತೆ, ಕುಡಿಯುವ ನೀರಿನ ವ್ಯವಸ್ಥೆ ಕುರಿತು ಪರಿಶೀಲಿಸಿ ತಕ್ಷಣ ಸುಧಾರಣೆ ಮಾಡುವಂತೆ ತಾಕೀತು ಮಾಡಿದರು. ಸಾರ್ವಜನಿಕರ ದೂರುಗಳನ್ನು ಆಲಿಸಿ ಸಂಬಂಧಿಸಿದ ಇಲಾಖಾ ಅಧಿಕಾರಿಗಳಿಗೆ ಸ್ಥಳದಲ್ಲೇ ಪರಿಹಾರ ಕಲ್ಪಿಸುವಂತೆ ಸೂಚಿಸಿದರು. [426,1675,681,2066]
story3-caption: ಸೋಲಿಡರ್ ಡೆವಲ್ಮೆಂಟ್ ಟ್ರೇಡ್ ಯೂನಿಯನ್ ತುಮಕೂರು ಜಿಲ್ಲೆ ದಿನಾಂಕ 20/11/2025 ರಂದು ಜಿಲ್ಲಾ ಕಚೇರಿಯಲ್ಲಿ ಸ್ಮಾರ್ಟ್ ಕಾರ್ಡ್ ಅಭಿಯಾನವನ್ನು ಆಯೋಜಿಸಲಾಗಿತ್ತು ಈ ಅಭಿಯಾನದಲ್ಲಿ ಅಸಂಘಟಿತ ಕಾರ್ಮಿಕರು ಹಾಗೂ ಮೋಟಾರ್ ಸಾರಿಗೆ ಯೋಜನೆಯಲ್ಲಿ ಸುಮಾರು 150 ಹೆಚ್ಚು ಕಾರ್ಮಿಕರುಗಳು ಪಾಲ್ಗೊಂಡು ಅದರ ಸದುಪಯೋಗ ಪಡೆದರು. ಈ ಕಾರ್ಯಕ್ರಮದಲ್ಲಿ ತುಮಕೂರು ಜಿಲ್ಲಾಧ್ಯಕ್ಷರಾದ ಮಹಮ್ಮದ್ ಅಕ್ರಮ್ ಉಪಾಧ್ಯಕ್ಷರಾದ ಮುಬಾರಕ್ ಪಾಷಾ ಕಾರ್ಯದರ್ಶಿಯಾದ ಯುವುಲ್ಲಾ ಹೆಚ್.ಎಂ ಜಿಲ್ಲಾ ಸಹಕಾರ್ಯದರ್ಶಿಯಾದ ವಲ್ಲಿಲ್ ಬಿಟಿ ಕೋಶಾಧಿಕಾರಿಯ ದ ನಯಾಜ್ ಪಾಷಾ ಜಿಲ್ಲಾ ಸದಸ್ಯರಾದ ವಲ್ಲಿಲ್ ನಯಾಜ್ ಹಮೀದ್ ಮಂಜುನಾಥ್ ಆಸಿಫ್ ಹಾಗೂ ಯೂನಿಟಿನ ಪದಾಧಿಕಾರಿಗಳಾದ ಅಮ್ಜದ್ ರೆಹ್ಮಾನ್ ಕಾರ್ಪೊರೇಟರ್ ಅಮ್ಜದ್ ಉಪಸ್ಥಿತರಿದ್ದರು. [1149,1090,1510,1256]
story1-col3: ನಿಷ್ಠಾವಂತ ಕಾರ್ಯಕರ್ತರು ಸಿಗಲ್ಲ ಇದು ದೇವೇಗೌಡರು ಹಾಗೂ ಕುಮಾರಣ್ಣ ಅವರು ಸಂಪಾದನೆ ಮಾಡಿರುವ ಆಸ್ತಿ. ನನಗೆ ಇರುವ ಗುರಿ ಒಂದೇ ಕುಮಾರಣ್ಣ ಅವರನ್ನು ರಾಜ್ಯದಲ್ಲಿ ಮುಖ್ಯಮಂತ್ರಿ ಮಾಡಬೇಕು ಎಂದರು. ದೇವೇಗೌಡರಿಗೆ ಇರುವುದು ಒಂದೇ ಆಸೆ. ಅವರ ಕಣ್ಣುಂದ್ದೆ ಜೆಡಿಎಸ್ ಪಕ್ಷವನ್ನು ಸ್ವತಂತ್ರವಾಗಿ ಅಧಿಕಾರಕ್ಕೆ ತರುವ ನಿಟ್ಟಿನಲ್ಲಿ ನಾವೆಲ್ಲರೂ ಹೋರಾಟ ಮಾಡೋಣ. ಜನತಾದಳ ಸದಸ್ಯತ್ವದ ಅಭಿಯಾನ ಶೇ.300ರಷ್ಟು ಶೇ. 40 ರಷ್ಟನ್ನು ನಾವು ಗುರಿ ತಲುಪಿದ್ದೇವೆ. ಮತ್ತಷ್ಟು ಚುರುಕಾಗಿ ಮಾಡಬೇಕು ಎಂದು ಕಾರ್ಯಕರ್ತರಿಗೆ ಸಲಹೆ ಮಾಡಿದರು. ರಾಜ್ಯದಲ್ಲಿ ಪ್ರಾದೇಶಿಕ ಪಕ್ಷ ಹುಟ್ಟಿಕೊಂಡು 25 ನೇ ವರ್ಷಾಚರಣೆ ಮಾಡುತ್ತಿರುವುದು ರಾಜ್ಯದ ರಾಜಕೀಯ ಇತಿಹಾಸದಲ್ಲೇ ಇದೇ ಮೊದಲು. ಪಕ್ಷದ ಬೇರುಗಳು ಗಟ್ಟಿಯಾಗಿ ಇವೆ. ಪಕ್ಷವನ್ನು ಮತ್ತಷ್ಟು ಬಲಗೊಳಿಸಲು ಎಲ್ಲರೂ ಶ್ರಮಿಸಬೇಕು. [600,414,863,654]
story2-headline-line1: ಪ್ರತಿಭಾ ಕಾರಂಜಿ ವಿವೇಕಾನಂದ [1194,99,1465,132]
story4-body: ತುಮಕೂರು: ತೋಟಗಾರಿಕೆ ಇಲಾಖೆ ವತಿಯಿಂದ ಸಮಗ್ರ ತೋಟ ಗಾರಿಕೆ ಅಭಿವೃದ್ಧಿ ಯೋಜನೆಯಡಿ ತರಕಾರಿ ಬೀಜಗಳು(ಹೈಬ್ರಿಡ್ ಹಾಗೂ ಸುಧಾರಿತ ತಳಿ) ವಿತರಣೆ ಮಾಡಲು ಅರ್ಹ ರೈತರಿಂದ ಅರ್ಜಿ ಆಹ್ವಾನಿಸಲಾಗಿದೆ. ತರಕಾರಿ ಬೆಳೆಯಲು ದಟ್ಟನೆ ಬೀಜಕ್ಕೆ ಭರಿಸಲಾಗುವ ಖರ್ಚನ್ನು ಕಡಿತಗೊಳಿಸಲು ಹಾಗೂ ಉತ್ತಮ ಇಳುವರಿ ಪಡೆಯಲು ಹೈಬ್ರಿಡ್ ತರಕಾರಿ ಬೀಜಗಳನ್ನು ರೈತರಿಗೆ ನೀಡುವುದು ಈ ಯೋಜನೆಯ ಉದ್ದೇಶವಾಗಿದೆ. ಜಿಲ್ಲೆಯ ತರಕಾರಿ ಬೆಳೆಯುವ ಆಸಕ್ತ ರೈತರು ನಿಗದಿತ ಅರ್ಜಿಯೊಂದಿಗೆ ಪಹಣಿ, ಆಧಾರ್, ಬ್ಯಾಂಕ್ ಪಾಸ್ ಪುಸ್ತಕದ ಪ್ರತಿ, ಜಾತಿ ಪ್ರಮಾಣ ಪತ್ರ(ಪರಿಶಿಷ್ಟ ಜಾತಿ ಮತ್ತು ಪ.ಪಂಗಡದ ರೈತರಿಗೆ), ಜಂಟಿ ಖಾತೆ ಇದ್ದಲ್ಲಿ ಒಪ್ಪಿಗೆ ಪ್ರಮಾಣ ಪತ್ರ, ಖಾತೆದಾರರು ಮರಣ ಹೊಂದಿದ್ದಲ್ಲಿ ಮರಣ ಪ್ರಮಾಣ ಪತ್ರ ಮತ್ತು ವಂಶವೃಕ್ಷ ದಾಖಲಾತಿಗಳನ್ನು ನವೆಂಬರ್ 26ರೊಳಗಾಗಿ ಆಯಾ ತಾಲ್ಲೂಕಿನ ಹಿರಿಯ ಸಹಾಯಕ ತೋಟಗಾರಿಕೆ ನಿರ್ದೇಶಕರ ಕಚೇರಿಗೆ ಸಲ್ಲಿಸಬಹುದು. ಹೆಚ್ಚಿನ ಮಾಹಿತಿಗಾಗಿ ಆಯಾ ತಾಲ್ಲೂಕಿನ ಹಿರಿಯ ಸಹಾಯಕ ತೋಟಗಾರಿಕೆ ನಿರ್ದೇಶಕರ ಕಚೇರಿಯನ್ನು ಸಂಪರ್ಕಿಸಬಹುದೆಂದು ತೋಟಗಾರಿಕೆ ಜಂಟಿ ನಿರ್ದೇಶಕರು ಪ್ರಕಟಣೆಯಲ್ಲಿ ತಿಳಿಸಿದ್ದಾರೆ. [59,925,412,1166]
story1-headline: ಸಿದ್ರಾಮಣ್ಣ ತಾವು ನಡೆದು ಬಂದ ದಾರಿ ಮರೆತ್ತಿದ್ದಾರೆ [59,99,1076,172]
story1-photo [329,180,863,408]
story8-body: ತುಮಕೂರು: ಬೆಳ್ಳಾವಿ ಪೊಲೀಸ್ ಠಾಣೆ ವ್ಯಾಪ್ತಿಯ ಆಸಲೀಪುರ ಗ್ರಾಮದ ಸುಮಾರು 65 ವರ್ಷದ ಮಂಜುನಾಥಯ್ಯ ಎಂಬುವರು ನವೆಂಬರ್ 12ರಂದು ಬೆಳ್ಳಾವಿ ಬಸ್ ನಿಲ್ದಾಣದಿಂದ ಕಾಣೆಯಾಗಿದ್ದು, ಈವರೆಗೂ ಪತ್ತೆಯಾಗಿರುವುದಿಲ್ಲ. ಚಹರೆ: 5.5 ಅಡಿ ಎತ್ತರ, ಕೋಲು ಮುಖ, ಎಣ್ಣೆಗೆಂಪು ಮೈ ಬಣ್ಣ, ಸಾಧಾರಣ ಮೈಕಟ್ಟು ಹೊಂದಿದ್ದು, ಕಾಣೆಯಾದ ಸಂದರ್ಭದಲ್ಲಿ ನೀಲಿ ಬಣ್ಣದ ಅಂಗಿ, ಬಿಳಿ ಬಣ್ಣದ ಪಂಚೆ ಧರಿಸಿರುತ್ತಾರೆ. ಈತನ ಸುಳಿವು ಸಿಕ್ಕಲ್ಲಿ ದೂ.ಸಂ. 0816-2240046/2275301/2272340/2278000 ಅಥವಾ ಮೊ.ಸಂ. 9480 802950-31ನ್ನು ಸಂಪರ್ಕಿಸಲು ಕೋರಲಾಗಿದೆ. [1149,1450,1510,1578]
story2-photo [1323,177,1510,561]
story1-col2: ದೇವೇಗೌಡರು ಈ ವಯಸ್ಸಿನಲ್ಲೂ ಅವರ ಜೀವನವನ್ನು ಸಾರ್ವಜನಿಕ ಸೇವೆಗೆ ಮೀಸಲಿಟ್ಟಿದ್ದಾರೆ. ದೇಶದ ಇತಿಹಾಸದಲ್ಲೇ ಇಂಥ ವ್ಯಕ್ತಿತ್ವವನ್ನು ನಾವು ಹಿಂದೆ ನೋಡಿಲ್ಲ, ಮುಂದೆ ನೋಡಲ್ಲ. ದೇವೇಗೌಡರು ನಮ್ಮಂತ ಯುವಕರಿಗೆ ಸ್ಫೂರ್ತಿ. ಎಲ್ಲರೂ ಪಕ್ಷಾತೀತವಾಗಿ ಅವರನ್ನು ಆರಾಧಿಸುತ್ತಾರೆ. ಕೇಂದ್ರ ಸಚಿವ ಹೆಚ್.ಡಿ.ಕುಮಾರಸ್ವಾಮಿ ಮಗನಾಗಿ ಹುಟ್ಟಿರುವುದೇ ನನ್ನ ಸೌಭಾಗ್ಯ ಎಂದು ನಿಖಿಲ್ ಭಾವುಕರಾದರು. ಈ ಕಾರ್ಯಕ್ರಮವನ್ನು ಎಲ್ಲಿ ಬೇಕಾದರೂ ಮಾಡಬಹುದಿತ್ತು ಆದರೆ, ಜೆ.ಪಿ ಭವನ ನಮಗೆಲ್ಲಾ ದೇವಾಲಯವಿದ್ದಂತೆ. ಹಾಗಾಗಿ ರಜತ ಮಹೋತ್ಸವ ಆಚರಣೆ ಮಾಡಲು ಕುಮಾರಣ್ಣ ಅವರು ಹೇಳಿದರು. ರೈತರು ಈ ರಾಜ್ಯದಲ್ಲಿ ಉಳಿಯಬೇಕಾದರೆ ಕುಮಾರಣ್ಣ ರಾಜ್ಯದಲ್ಲಿ ಮತ್ತೊಮ್ಮೆ ಅಧಿಕಾರಕ್ಕೆ ಬರಬೇಕು ಎಂದು ಅವರು ಒತ್ತಿ ಹೇಳಿದರು. ವಿರೋಧ ಪಕ್ಷಗಳು ಪಕ್ಷದಲ್ಲಿ ಒಡಕು ಮೂಡಿಸುವ ಕೆಲಸ ಮಾಡುತ್ತಿವೆ. ಕಾರ್ಯಕರ್ತರು ಯಾವುದಕ್ಕೂ ಕಿವಿಗೊಡಬಾರದು. [329,414,594,673]
column-divider [1141,96,1143,1089]
story3-photo [1198,857,1510,1083]
story5-photo [59,1429,412,1609]
story1-col4: ಚಿನ್ನದಂತಹ ಕಾರ್ಯಕರ್ತರಿಂದ ಇದು ಸಾಧ್ಯವಾಗಿದೆ. 25 ವರ್ಷಗಳ ಕಾಲ ನೆಲ, ಜಲ, ಭಾಷೆಗಾಗಿ ಹೋರಾಟ ಮಾಡುತ್ತಾ ಬಂದಿರುವ ಮಾಜಿ ಪ್ರಧಾನಮಂತ್ರಿ ದೇವೇಗೌಡರು ಹಾಗೂ ಎರಡು ಬಾರಿ ರಾಜ್ಯದ ಮುಖ್ಯಮಂತ್ರಿಯಾಗಿ ರೈತರ ಪರವಾಗಿ ಆಡಳಿತ ಮಾಡಿದ ಕುಮಾರಸ್ವಾಮಿಯವರ ಕೊಡುಗೆಯನ್ನು ನಾವೆಲ್ಲರೂ ಸ್ಮರಿಸಬೇಕು ಎಂದು ನಿಖಿಲ್ ಅವರು ಹೇಳಿದರು. ಈ ರಜತ ಮಹೋತ್ಸವ ಕಾರ್ಯಕ್ರಮವನ್ನು ನಾಡಿನೆಲ್ಲೆಡೆ ಆಚರಿಸೋಣ, ಈವರೆಗೆ 52 ವಿಧಾನಸಭಾ ಕ್ಷೇತ್ರದಲ್ಲಿ ಜನರೊಂದಿಗೆ ಜನತಾದಳ ಕಾರ್ಯಕ್ರಮ ಮಾಡಿದ್ದೇವೆ. ಮುಂಬರುವ ದಿನಗಳಲ್ಲಿ ಎಲ್ಲಾ ವಿಧಾನಸಭಾ ಕ್ಷೇತ್ರಗಳಿಗೆ ಆಗಮಿಸುತ್ತೇನೆ. ಮುಂಬರುವ 2028 ರ ಚುನಾವಣೆಯಲ್ಲಿ ನಾವು ಈ ಹಿಂದೆ ಗೆದ್ದ 58 ಸ್ಥಾನಗಳನ್ನು ಮೀರಿ ಗೆಲ್ಲಬೇಕಾಗಿದ್ದು, ಅದಕ್ಕಾಗಿ ನಾವೆಲ್ಲರೂ ಬಲಿಷ್ಠವಾಗಿ ಪಕ್ಷ ಕಟ್ಟೋಣ. ಮತ್ತೊಮ್ಮೆ ಕುಮಾರಸ್ವಾಮಿಯವರನ್ನು ಮುಖ್ಯಮಂತ್ರಿಯಾಗಿ ಆಯ್ಕೆ ಮಾಡೋಣ ಎಂದು ತಿಳಿಸಿದರು. ಈ ಸಂದರ್ಭದಲ್ಲಿ ಶಾಸಕಾಂಗ ಪಕ್ಷದ ನಾಯಕ ಸುರೇಶ್ ಬಾಬು, ಕೋರ್ ಕಮಿಟಿ ಅಧ್ಯಕ್ಷ ಜಿ.ಟಿ.ದೇವೇಗೌಡ, ಸಂಸದರಾದ ಮಲ್ಲೇಶ್ ಬಾಬು, ವಿವಿಧ ರಾಜ್ಯಗಳ ಪ್ರತಿನಿಧಿಗಳು, ಶಾಸಕರು, ಮಾಜಿ ಸಚಿವರು, ಮಾಜಿ ಶಾಸಕರು, ವಿಧಾನಪರಿಷತ್ ಸದಸ್ಯರು, ಜಿಲ್ಲಾ ಘಟಕಗಳ ಅಧ್ಯಕ್ಷರು ಹಾಗೂ ಅಪಾರ ನಾಯಕರು, ಸಾವಿರಾರು ಕಾರ್ಯಕರ್ತರು ಉಪಸ್ಥಿತರಿದ್ದರು. [871,182,1134,554]
story4-headline-line1: ತರಕಾರಿ ಬೀಜಗಳ ವಿತರಣೆ : [59,844,289,875]
column-divider-left [418,841,420,2345]
section-divider [59,836,1141,838]
